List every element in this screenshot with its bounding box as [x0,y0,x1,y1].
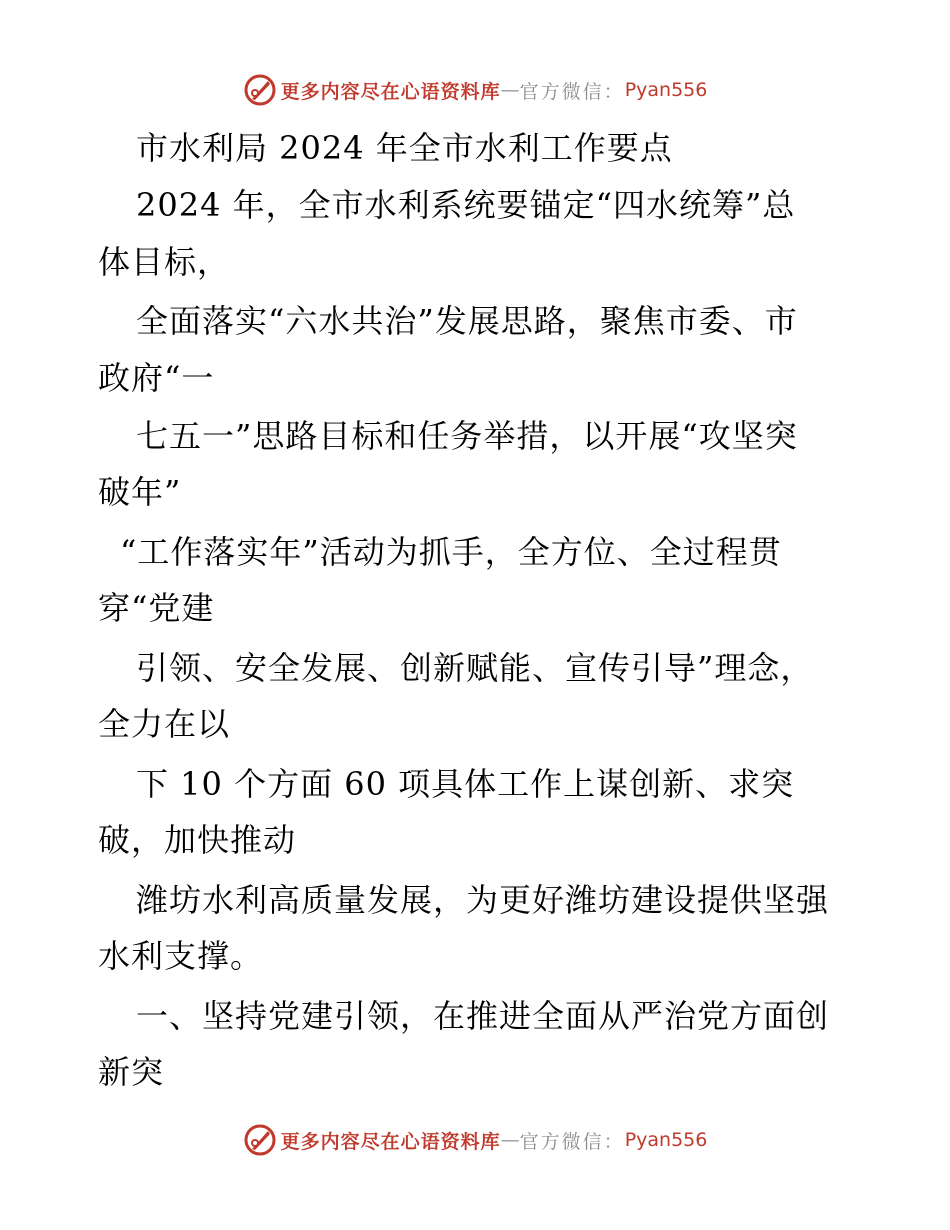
paragraph-line: 下 10 个方面 60 项具体工作上谋创新、求突 [136,765,795,803]
watermark-label: 官方微信： [519,80,625,103]
paragraph-line: 潍坊水利高质量发展，为更好潍坊建设提供坚强 [136,881,830,919]
header-watermark [0,70,950,110]
paragraph-line: 全面落实“六水共治”发展思路，聚焦市委、市 [136,302,798,340]
section-heading-continued: 新突 [98,1053,165,1091]
paragraph-line: “工作落实年”活动为抓手，全方位、全过程贯 [120,533,782,571]
paragraph-line: 政府“一 [98,359,215,397]
paragraph-line: 破，加快推动 [98,821,297,859]
brand-logo-icon [243,1123,277,1157]
paragraph-line: 体目标， [98,243,231,281]
watermark-brand: 更多内容尽在心语资料库 [280,1130,501,1153]
paragraph-line: 引领、安全发展、创新赋能、宣传引导”理念， [136,649,814,687]
paragraph-line: 七五一”思路目标和任务举措，以开展“攻坚突 [136,417,798,455]
watermark-dash: — [500,79,520,101]
watermark-label: 官方微信： [519,1130,625,1153]
footer-watermark [0,1120,950,1160]
brand-logo-icon [243,73,277,107]
paragraph-line: 全力在以 [98,705,231,743]
paragraph-line: 穿“党建 [98,589,215,627]
watermark-dash: — [500,1129,520,1151]
paragraph-line: 2024 年，全市水利系统要锚定“四水统筹”总 [136,186,796,224]
paragraph-line: 破年” [98,473,182,511]
paragraph-line: 水利支撑。 [98,937,264,975]
watermark-handle: Pyan556 [624,79,708,101]
watermark-handle: Pyan556 [624,1129,708,1151]
document-title: 市水利局 2024 年全市水利工作要点 [136,129,673,167]
watermark-brand: 更多内容尽在心语资料库 [280,80,501,103]
section-heading: 一、坚持党建引领，在推进全面从严治党方面创 [136,997,830,1035]
